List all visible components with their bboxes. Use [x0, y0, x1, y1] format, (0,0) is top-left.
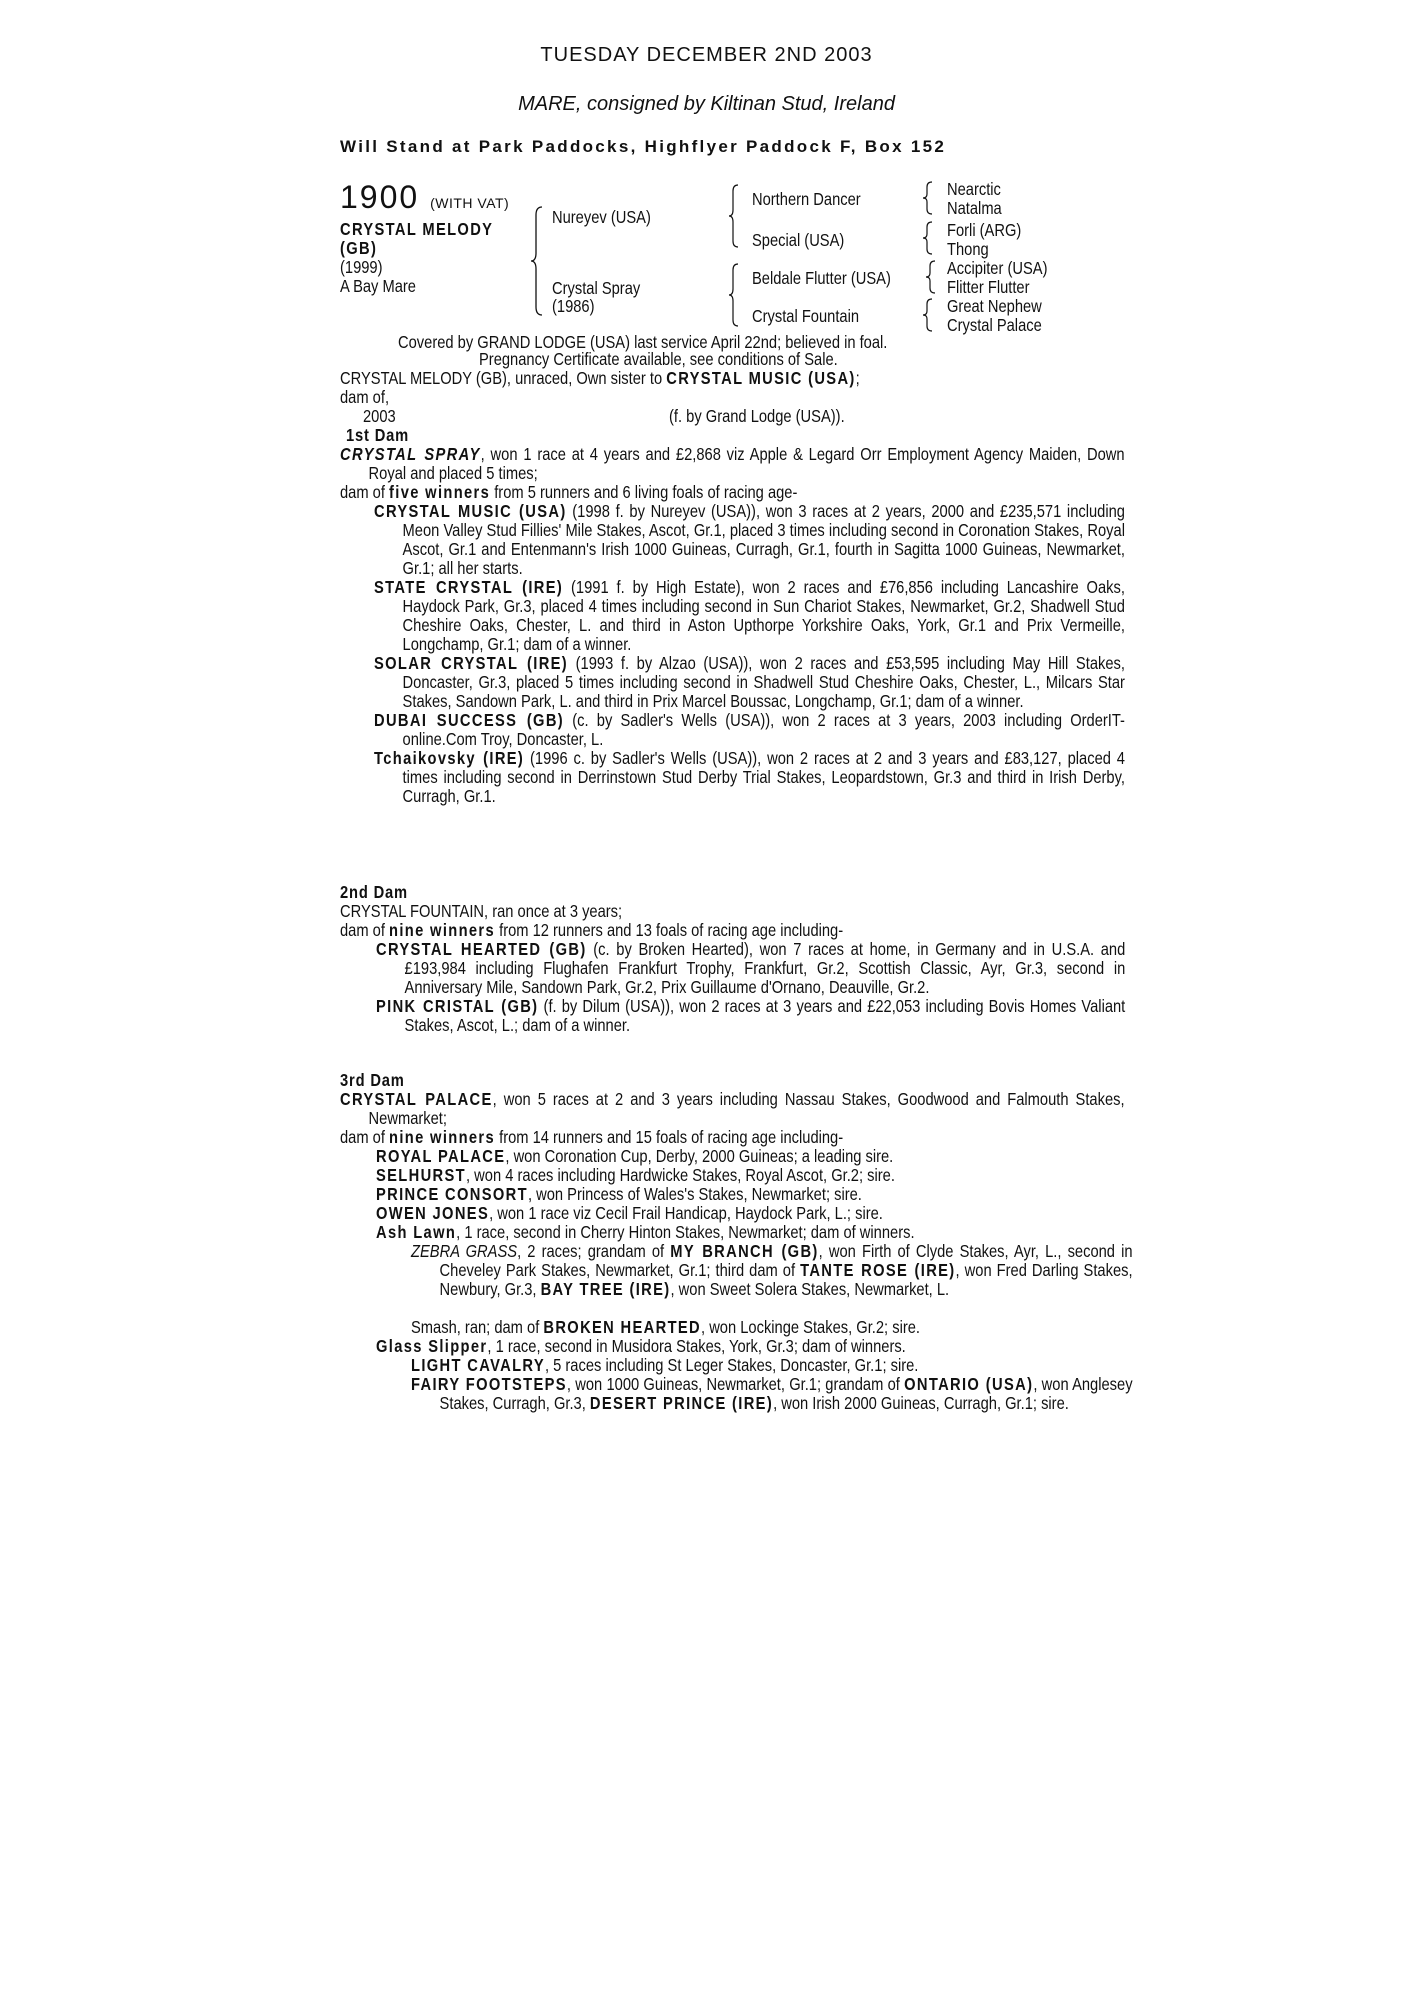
fairy-footsteps-entry: FAIRY FOOTSTEPS, won 1000 Guineas, Newmarket, Gr.1; grandam of ONTARIO (USA), won Anglesey Stakes, Curragh, Gr.3, DESERT PRINCE (IRE), won Irish 2000 Guineas, Curragh, Gr.1; sire. — [411, 1374, 1133, 1413]
pedigree-brace-dd — [922, 297, 934, 333]
pedigree-ssd: Natalma — [947, 198, 1002, 218]
pedigree-sire: Nureyev (USA) — [552, 207, 651, 227]
second-dam-summary: dam of nine winners from 12 runners and 13 foals of racing age including- — [340, 920, 844, 940]
first-dam-record: CRYSTAL SPRAY, won 1 race at 4 years and £2,868 viz Apple & Legard Orr Employment Agency Maiden, Down Royal and placed 5 times; — [340, 444, 1125, 483]
pedigree-brace-ss — [922, 180, 934, 216]
progeny-item: STATE CRYSTAL (IRE) (1991 f. by High Estate), won 2 races and £76,856 including Lancashire Oaks, Haydock Park, Gr.3, placed 4 times including second in Sun Chariot Stakes, Newmarket, Gr.2, Shadwell Stud Cheshire Oaks, Chester, L. and third in Aston Upthorpe Yorkshire Oaks, York, Gr.1 and Prix Vermeille, Longchamp, Gr.1; dam of a winner. — [374, 577, 1125, 654]
second-dam-heading: 2nd Dam — [340, 882, 408, 902]
pedigree-ds: Beldale Flutter (USA) — [752, 268, 891, 288]
progeny-item: Glass Slipper, 1 race, second in Musidora Stakes, York, Gr.3; dam of winners. — [376, 1336, 906, 1356]
progeny-item: ROYAL PALACE, won Coronation Cup, Derby, 2000 Guineas; a leading sire. — [376, 1146, 894, 1166]
progeny-item: SOLAR CRYSTAL (IRE) (1993 f. by Alzao (USA)), won 2 races and £53,595 including May Hill Stakes, Doncaster, Gr.3, placed 5 times including second in Shadwell Stud Cheshire Oaks, Chester, L., Milcars Star Stakes, Sandown Park, L. and third in Prix Marcel Boussac, Longchamp, Gr.1; dam of a winner. — [374, 653, 1125, 711]
first-dam-heading: 1st Dam — [346, 425, 410, 445]
third-dam-heading: 3rd Dam — [340, 1070, 405, 1090]
intro-line: CRYSTAL MELODY (GB), unraced, Own sister to CRYSTAL MUSIC (USA); — [340, 368, 860, 388]
horse-country: (GB) — [340, 238, 378, 258]
horse-name: CRYSTAL MELODY — [340, 219, 494, 239]
pedigree-brace-main — [530, 205, 544, 317]
pedigree-ddd: Crystal Palace — [947, 315, 1042, 335]
pedigree-dsd: Flitter Flutter — [947, 277, 1030, 297]
smash-entry: Smash, ran; dam of BROKEN HEARTED, won Lockinge Stakes, Gr.2; sire. — [411, 1317, 921, 1337]
progeny-item: CRYSTAL HEARTED (GB) (c. by Broken Hearted), won 7 races at home, in Germany and in U.S.A. and £193,984 including Flughafen Frankfurt Trophy, Frankfurt, Gr.2, Scottish Classic, Ayr, Gr.3, second in Anniversary Mile, Sandown Park, Gr.2, Prix Guillaume d'Ornano, Deauville, Gr.2. — [376, 939, 1126, 997]
first-dam-block — [340, 445, 1230, 502]
progeny-item: OWEN JONES, won 1 race viz Cecil Frail Handicap, Haydock Park, L.; sire. — [376, 1203, 883, 1223]
progeny-item: SELHURST, won 4 races including Hardwicke Stakes, Royal Ascot, Gr.2; sire. — [376, 1165, 895, 1185]
foal-year: 2003 — [363, 406, 396, 426]
light-cavalry-entry: LIGHT CAVALRY, 5 races including St Leger Stakes, Doncaster, Gr.1; sire. — [411, 1355, 919, 1375]
pedigree-sds: Forli (ARG) — [947, 220, 1022, 240]
progeny-item: PRINCE CONSORT, won Princess of Wales's Stakes, Newmarket; sire. — [376, 1184, 862, 1204]
first-dam-progeny-list — [374, 502, 1264, 806]
pedigree-ss: Northern Dancer — [752, 189, 861, 209]
horse-description: A Bay Mare — [340, 276, 416, 296]
third-dam-record: CRYSTAL PALACE, won 5 races at 2 and 3 years including Nassau Stakes, Goodwood and Falmouth Stakes, Newmarket; — [340, 1089, 1125, 1128]
pedigree-brace-ds — [925, 259, 937, 295]
location-line: Will Stand at Park Paddocks, Highflyer Paddock F, Box 152 — [340, 137, 947, 156]
progeny-item: Ash Lawn, 1 race, second in Cherry Hinton Stakes, Newmarket; dam of winners. — [376, 1222, 915, 1242]
pedigree-dds: Great Nephew — [947, 296, 1042, 316]
pedigree-sss: Nearctic — [947, 179, 1001, 199]
pedigree-dam: Crystal Spray — [552, 278, 641, 298]
third-dam-summary: dam of nine winners from 14 runners and 15 foals of racing age including- — [340, 1127, 844, 1147]
sale-date: TUESDAY DECEMBER 2ND 2003 — [540, 44, 873, 66]
third-dam-block — [340, 1090, 1230, 1147]
lot-number: 1900 (WITH VAT) — [340, 179, 510, 215]
pedigree-brace-sd — [922, 220, 934, 256]
horse-year: (1999) — [340, 257, 383, 277]
progeny-item: DUBAI SUCCESS (GB) (c. by Sadler's Wells (USA)), won 2 races at 3 years, 2003 including OrderIT-online.Com Troy, Doncaster, L. — [374, 710, 1125, 749]
pedigree-dd: Crystal Fountain — [752, 306, 860, 326]
pedigree-sd: Special (USA) — [752, 230, 845, 250]
first-dam-summary: dam of five winners from 5 runners and 6 living foals of racing age- — [340, 482, 798, 502]
pedigree-dam-year: (1986) — [552, 296, 595, 316]
progeny-item: CRYSTAL MUSIC (USA) (1998 f. by Nureyev (USA)), won 3 races at 2 years, 2000 and £235,571 including Meon Valley Stud Fillies' Mile Stakes, Ascot, Gr.1, placed 3 times including second in Coronation Stakes, Royal Ascot, Gr.1 and Entenmann's Irish 1000 Guineas, Curragh, Gr.1, fourth in Sagitta 1000 Guineas, Newmarket, Gr.1; all her starts. — [374, 501, 1125, 578]
pedigree-dss: Accipiter (USA) — [947, 258, 1048, 278]
pedigree-sdd: Thong — [947, 239, 989, 259]
progeny-item: PINK CRISTAL (GB) (f. by Dilum (USA)), won 2 races at 3 years and £22,053 including Bovis Homes Valiant Stakes, Ascot, L.; dam of a winner. — [376, 996, 1126, 1035]
consignor-line: MARE, consigned by Kiltinan Stud, Ireland — [518, 93, 895, 115]
pedigree-brace-sire — [728, 183, 740, 249]
pedigree-brace-dam — [728, 262, 740, 328]
vat-note: (WITH VAT) — [430, 195, 510, 211]
covered-line: Covered by GRAND LODGE (USA) last service April 22nd; believed in foal. — [398, 332, 888, 352]
progeny-item: Tchaikovsky (IRE) (1996 c. by Sadler's Wells (USA)), won 2 races at 2 and 3 years and £83,127, placed 4 times including second in Derrinstown Stud Derby Trial Stakes, Leopardstown, Gr.3 and third in Irish Derby, Curragh, Gr.1. — [374, 748, 1125, 806]
second-dam-record: CRYSTAL FOUNTAIN, ran once at 3 years; — [340, 901, 623, 921]
intro-dam-of: dam of, — [340, 387, 390, 407]
zebra-grass-entry: ZEBRA GRASS, 2 races; grandam of MY BRANCH (GB), won Firth of Clyde Stakes, Ayr, L., second in Cheveley Park Stakes, Newmarket, Gr.1; third dam of TANTE ROSE (IRE), won Fred Darling Stakes, Newbury, Gr.3, BAY TREE (IRE), won Sweet Solera Stakes, Newmarket, L. — [411, 1241, 1133, 1299]
foal-description: (f. by Grand Lodge (USA)). — [669, 406, 845, 426]
pregnancy-line: Pregnancy Certificate available, see conditions of Sale. — [479, 349, 838, 369]
second-dam-progeny-list — [376, 940, 1266, 1035]
